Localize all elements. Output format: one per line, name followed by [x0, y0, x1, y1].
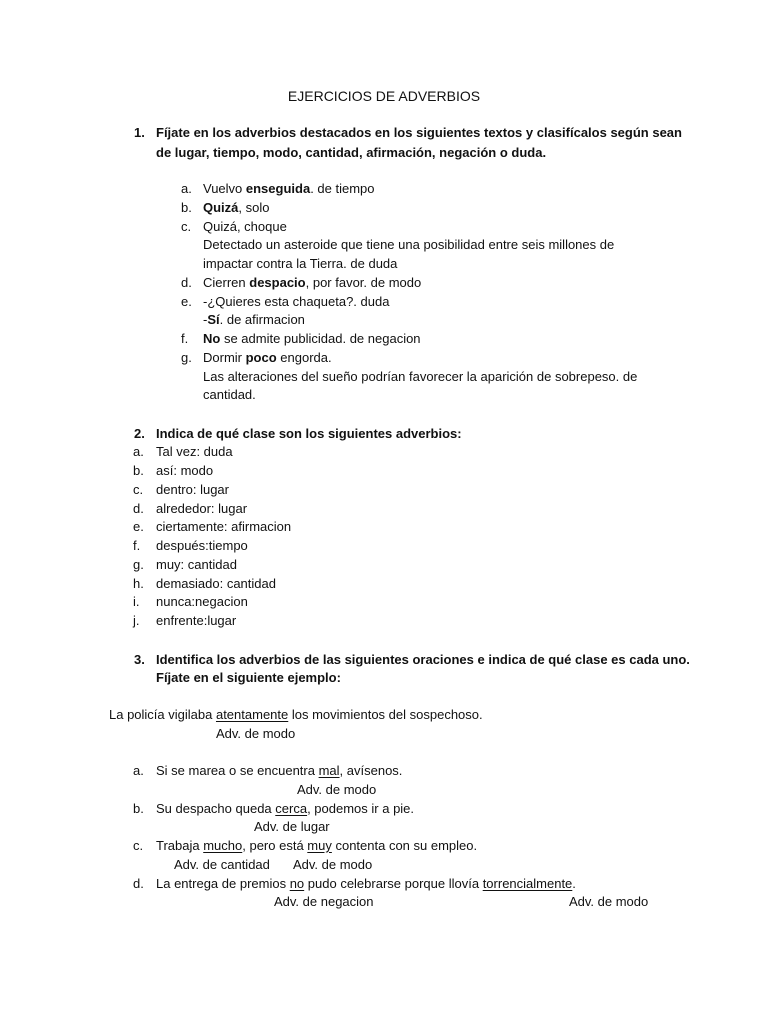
ex2-item-marker: e. — [133, 519, 144, 534]
ex1-item-c-marker: c. — [181, 219, 192, 234]
ex2-item: demasiado: cantidad — [156, 576, 276, 591]
exercise-3-number: 3. — [134, 652, 145, 667]
ex3-item-b-sentence: Su despacho queda cerca, podemos ir a pie. — [156, 801, 415, 816]
ex1-item-a: Vuelvo enseguida. de tiempo — [203, 181, 375, 196]
ex1-item-g-line3: cantidad. — [203, 387, 256, 402]
ex3-item-c-marker: c. — [133, 838, 144, 853]
ex3-item-b-label: Adv. de lugar — [254, 819, 330, 834]
ex2-item: nunca:negacion — [156, 594, 248, 609]
ex3-item-a-label: Adv. de modo — [297, 782, 377, 797]
ex2-item: así: modo — [156, 463, 214, 478]
ex1-item-f-marker: f. — [181, 331, 189, 346]
ex2-item-marker: d. — [133, 501, 144, 516]
exercise-3-instruction-line2: Fíjate en el siguiente ejemplo: — [156, 670, 341, 685]
ex1-item-g-line1: Dormir poco engorda. — [203, 350, 332, 365]
ex2-item-marker: b. — [133, 463, 144, 478]
ex1-item-e-line1: -¿Quieres esta chaqueta?. duda — [203, 294, 390, 309]
ex1-item-c-line2: Detectado un asteroide que tiene una posibilidad entre seis millones de — [203, 237, 615, 252]
ex1-item-a-marker: a. — [181, 181, 192, 196]
exercise-2-number: 2. — [134, 426, 145, 441]
ex3-item-b-marker: b. — [133, 801, 144, 816]
ex3-item-d-marker: d. — [133, 876, 144, 891]
ex3-item-a-sentence: Si se marea o se encuentra mal, avísenos. — [156, 763, 403, 778]
ex1-item-d-marker: d. — [181, 275, 192, 290]
ex3-item-a-marker: a. — [133, 763, 144, 778]
ex2-item-marker: g. — [133, 557, 144, 572]
ex2-item: dentro: lugar — [156, 482, 229, 497]
ex1-item-b: Quizá, solo — [203, 200, 270, 215]
exercise-1-instruction-line2: de lugar, tiempo, modo, cantidad, afirmación, negación o duda. — [156, 145, 547, 160]
ex3-item-d-label-1: Adv. de negacion — [274, 894, 374, 909]
ex1-item-b-marker: b. — [181, 200, 192, 215]
example-label: Adv. de modo — [216, 726, 296, 741]
ex2-item-marker: j. — [133, 613, 140, 628]
ex3-item-d-sentence: La entrega de premios no pudo celebrarse porque llovía torrencialmente. — [156, 876, 576, 891]
ex2-item: después:tiempo — [156, 538, 248, 553]
ex1-item-e-line2: -Sí. de afirmacion — [203, 312, 305, 327]
exercise-2-instruction: Indica de qué clase son los siguientes adverbios: — [156, 426, 462, 441]
ex2-item: enfrente:lugar — [156, 613, 237, 628]
ex1-item-g-marker: g. — [181, 350, 192, 365]
ex2-item-marker: h. — [133, 576, 144, 591]
ex3-item-c-label-2: Adv. de modo — [293, 857, 373, 872]
ex1-item-c-line3: impactar contra la Tierra. de duda — [203, 256, 398, 271]
example-sentence: La policía vigilaba atentamente los movimientos del sospechoso. — [109, 707, 483, 722]
ex2-item-marker: a. — [133, 444, 144, 459]
exercise-1-instruction-line1: Fíjate en los adverbios destacados en los siguientes textos y clasifícalos según sean — [156, 125, 682, 140]
page-title: EJERCICIOS DE ADVERBIOS — [287, 88, 481, 104]
ex2-item: muy: cantidad — [156, 557, 237, 572]
ex2-item: Tal vez: duda — [156, 444, 233, 459]
ex2-item-marker: i. — [133, 594, 140, 609]
ex3-item-c-label-1: Adv. de cantidad — [174, 857, 270, 872]
ex3-item-d-label-2: Adv. de modo — [569, 894, 649, 909]
ex1-item-d: Cierren despacio, por favor. de modo — [203, 275, 422, 290]
ex1-item-e-marker: e. — [181, 294, 192, 309]
ex1-item-c-line1: Quizá, choque — [203, 219, 287, 234]
ex1-item-g-line2: Las alteraciones del sueño podrían favorecer la aparición de sobrepeso. de — [203, 369, 638, 384]
ex2-item-marker: f. — [133, 538, 141, 553]
exercise-3-instruction-line1: Identifica los adverbios de las siguientes oraciones e indica de qué clase es cada uno. — [156, 652, 690, 667]
ex1-item-f: No se admite publicidad. de negacion — [203, 331, 421, 346]
exercise-1-number: 1. — [134, 125, 145, 140]
ex3-item-c-sentence: Trabaja mucho, pero está muy contenta con su empleo. — [156, 838, 478, 853]
ex2-item: alrededor: lugar — [156, 501, 248, 516]
ex2-item-marker: c. — [133, 482, 144, 497]
ex2-item: ciertamente: afirmacion — [156, 519, 292, 534]
